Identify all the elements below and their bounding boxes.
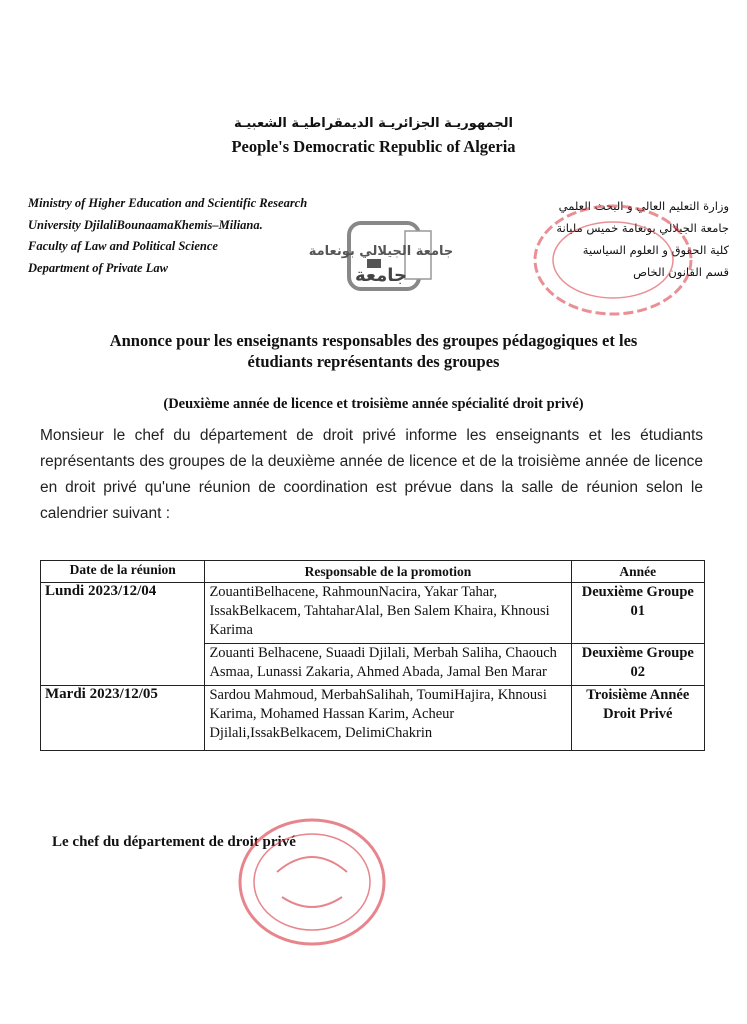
year-line-1: Troisième Année bbox=[586, 687, 690, 703]
header-english-republic: People's Democratic Republic of Algeria bbox=[231, 137, 516, 156]
stamp-bottom bbox=[232, 812, 392, 952]
table-header-row bbox=[41, 561, 705, 583]
year-line-2: 01 bbox=[630, 603, 646, 619]
announcement-body: Monsieur le chef du département de droit privé informe les enseignants et les étudiants représentants des groupes de la deuxième année de licence et de la troisième année de licence en droit privé qu'une réunion de coordination est prévue dans la salle de réunion selon le calendrier suivant : bbox=[40, 427, 703, 522]
svg-text:جامعة: جامعة bbox=[355, 265, 407, 286]
logo-text: جامعة الجيلالي بونعامة bbox=[308, 244, 454, 259]
year-cell bbox=[571, 686, 704, 751]
university-line-ar: جامعة الجيلالي بونعامة خميس مليانة bbox=[556, 221, 729, 235]
university-line: University DjilaliBounaamaKhemis–Miliana. bbox=[28, 217, 263, 232]
title-line-2: étudiants représentants des groupes bbox=[247, 352, 500, 371]
title-line-1: Annonce pour les enseignants responsables des groupes pédagogiques et les bbox=[109, 331, 638, 350]
header-year: Année bbox=[571, 561, 704, 583]
header-date: Date de la réunion bbox=[41, 561, 205, 583]
announcement-subtitle: (Deuxième année de licence et troisième année spécialité droit privé) bbox=[163, 396, 584, 412]
year-line-2: Droit Privé bbox=[603, 706, 673, 722]
date-cell: Lundi 2023/12/04 bbox=[41, 583, 205, 686]
date-cell: Mardi 2023/12/05 bbox=[41, 686, 205, 751]
stamp-top bbox=[528, 200, 698, 320]
faculty-line-ar: كلية الحقوق و العلوم السياسية bbox=[582, 243, 729, 257]
year-line-2: 02 bbox=[630, 664, 646, 680]
schedule-table bbox=[40, 560, 705, 751]
department-line: Department of Private Law bbox=[28, 260, 168, 275]
table-row bbox=[41, 583, 705, 644]
header-responsible: Responsable de la promotion bbox=[205, 561, 571, 583]
faculty-line: Faculty af Law and Political Science bbox=[28, 239, 218, 253]
year-cell bbox=[571, 644, 704, 686]
year-line-1: Deuxième Groupe bbox=[581, 584, 694, 600]
table-row bbox=[41, 686, 705, 751]
responsible-cell: Sardou Mahmoud, MerbahSalihah, ToumiHajira, Khnousi Karima, Mohamed Hassan Karim, Acheur Djilali,IssakBelkacem, DelimiChakrin bbox=[205, 686, 571, 751]
ministry-line: Ministry of Higher Education and Scientific Research bbox=[28, 196, 308, 210]
responsible-cell: Zouanti Belhacene, Suaadi Djilali, Merbah Saliha, Chaouch Asmaa, Lunassi Zakaria, Ahmed Abada, Jamal Ben Marar bbox=[205, 644, 571, 686]
signature-label: Le chef du département de droit privé bbox=[52, 834, 296, 850]
year-line-1: Deuxième Groupe bbox=[581, 645, 694, 661]
university-logo bbox=[308, 217, 454, 297]
ministry-line-ar: وزارة التعليم العالي و البحث العلمي bbox=[558, 199, 729, 213]
announcement-title bbox=[0, 330, 747, 372]
responsible-cell: ZouantiBelhacene, RahmounNacira, Yakar Tahar, IssakBelkacem, TahtaharAlal, Ben Salem Khaira, Khnousi Karima bbox=[205, 583, 571, 644]
header-arabic-republic: الجمهوريـة الجزائريـة الديمقراطيـة الشعبيـة bbox=[234, 116, 513, 131]
department-line-ar: قسم القانون الخاص bbox=[633, 265, 729, 279]
institution-english-block bbox=[28, 193, 307, 279]
year-cell bbox=[571, 583, 704, 644]
